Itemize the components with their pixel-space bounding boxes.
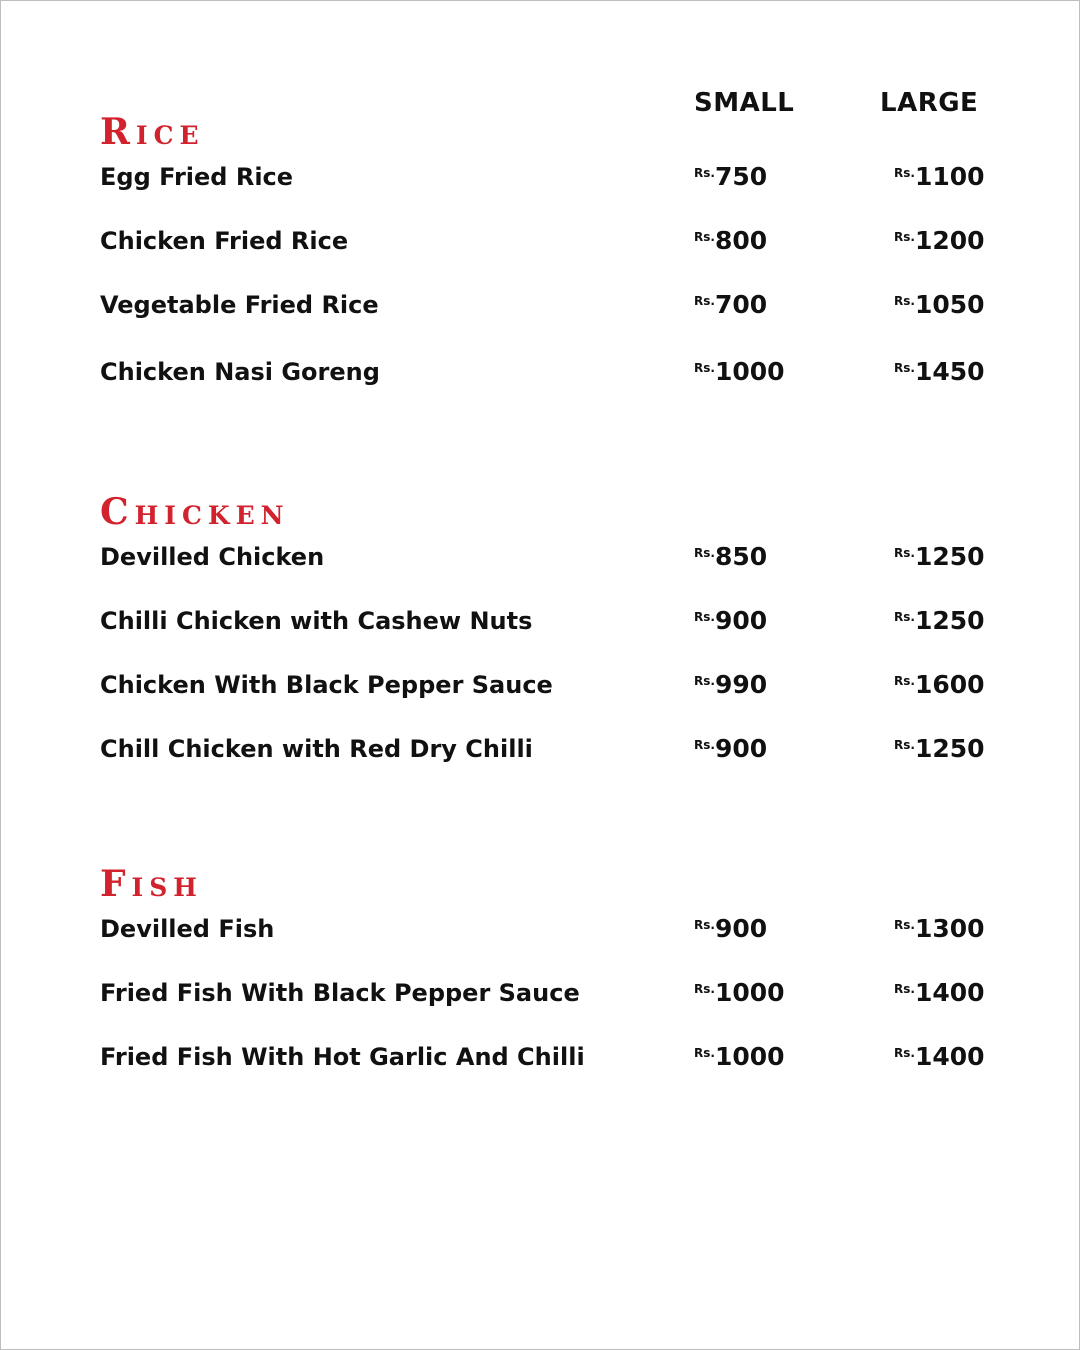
currency-label: Rs. xyxy=(894,738,915,752)
price-amount: 900 xyxy=(714,734,768,763)
price-amount: 1250 xyxy=(914,542,985,571)
price-amount: 800 xyxy=(714,226,768,255)
price-amount: 900 xyxy=(714,914,768,943)
column-header-large: LARGE xyxy=(880,88,979,118)
price-amount: 1250 xyxy=(914,606,985,635)
currency-label: Rs. xyxy=(894,1046,915,1060)
currency-label: Rs. xyxy=(694,674,715,688)
currency-label: Rs. xyxy=(694,361,715,375)
price-amount: 1050 xyxy=(914,290,985,319)
currency-label: Rs. xyxy=(694,610,715,624)
price-large xyxy=(894,160,985,197)
currency-label: Rs. xyxy=(694,546,715,560)
price-amount: 900 xyxy=(714,606,768,635)
price-large xyxy=(894,732,985,769)
price-small xyxy=(694,912,767,949)
price-amount: 850 xyxy=(714,542,768,571)
price-large xyxy=(894,355,985,392)
currency-label: Rs. xyxy=(894,918,915,932)
section-title: Rice xyxy=(100,111,205,153)
price-small xyxy=(694,160,767,197)
menu-item xyxy=(100,1040,1000,1104)
currency-label: Rs. xyxy=(694,1046,715,1060)
section-title: Fish xyxy=(100,863,203,905)
menu-item xyxy=(100,976,1000,1040)
item-name: Chicken Nasi Goreng xyxy=(100,358,380,386)
price-small xyxy=(694,355,785,392)
price-amount: 1300 xyxy=(914,914,985,943)
currency-label: Rs. xyxy=(694,918,715,932)
section-chicken xyxy=(100,490,1000,796)
item-name: Chicken Fried Rice xyxy=(100,227,349,255)
menu-item xyxy=(100,732,1000,796)
item-name: Devilled Fish xyxy=(100,915,275,943)
currency-label: Rs. xyxy=(694,166,715,180)
menu-item xyxy=(100,288,1000,352)
currency-label: Rs. xyxy=(894,230,915,244)
currency-label: Rs. xyxy=(894,546,915,560)
price-small xyxy=(694,224,767,261)
currency-label: Rs. xyxy=(694,294,715,308)
currency-label: Rs. xyxy=(894,294,915,308)
price-amount: 700 xyxy=(714,290,768,319)
item-name: Chilli Chicken with Cashew Nuts xyxy=(100,607,533,635)
price-small xyxy=(694,288,767,325)
price-amount: 1600 xyxy=(914,670,985,699)
item-name: Vegetable Fried Rice xyxy=(100,291,379,319)
price-amount: 1400 xyxy=(914,1042,985,1071)
price-amount: 990 xyxy=(714,670,768,699)
section-title: Chicken xyxy=(100,491,290,533)
price-large xyxy=(894,288,985,325)
currency-label: Rs. xyxy=(894,982,915,996)
price-small xyxy=(694,604,767,641)
price-amount: 1200 xyxy=(914,226,985,255)
price-amount: 750 xyxy=(714,162,768,191)
currency-label: Rs. xyxy=(894,361,915,375)
price-small xyxy=(694,732,767,769)
currency-label: Rs. xyxy=(694,738,715,752)
price-small xyxy=(694,1040,785,1077)
price-amount: 1000 xyxy=(714,1042,785,1071)
price-small xyxy=(694,540,767,577)
currency-label: Rs. xyxy=(894,166,915,180)
section-fish xyxy=(100,862,1000,1104)
menu-item xyxy=(100,668,1000,732)
price-amount: 1000 xyxy=(714,357,785,386)
item-name: Chicken With Black Pepper Sauce xyxy=(100,671,553,699)
section-rice xyxy=(100,110,1000,419)
item-name: Chill Chicken with Red Dry Chilli xyxy=(100,735,533,763)
menu-item xyxy=(100,355,1000,419)
price-large xyxy=(894,540,985,577)
menu-item xyxy=(100,540,1000,604)
menu-item xyxy=(100,224,1000,288)
price-large xyxy=(894,224,985,261)
price-amount: 1250 xyxy=(914,734,985,763)
item-name: Fried Fish With Hot Garlic And Chilli xyxy=(100,1043,585,1071)
price-amount: 1000 xyxy=(714,978,785,1007)
menu-item xyxy=(100,160,1000,224)
currency-label: Rs. xyxy=(894,610,915,624)
price-amount: 1100 xyxy=(914,162,985,191)
price-small xyxy=(694,668,767,705)
price-amount: 1450 xyxy=(914,357,985,386)
price-large xyxy=(894,912,985,949)
menu-item xyxy=(100,604,1000,668)
column-header-small: SMALL xyxy=(694,88,795,118)
price-large xyxy=(894,604,985,641)
price-amount: 1400 xyxy=(914,978,985,1007)
price-small xyxy=(694,976,785,1013)
item-name: Egg Fried Rice xyxy=(100,163,294,191)
currency-label: Rs. xyxy=(694,982,715,996)
item-name: Fried Fish With Black Pepper Sauce xyxy=(100,979,580,1007)
currency-label: Rs. xyxy=(694,230,715,244)
price-large xyxy=(894,976,985,1013)
price-large xyxy=(894,668,985,705)
menu-item xyxy=(100,912,1000,976)
item-name: Devilled Chicken xyxy=(100,543,325,571)
price-large xyxy=(894,1040,985,1077)
currency-label: Rs. xyxy=(894,674,915,688)
